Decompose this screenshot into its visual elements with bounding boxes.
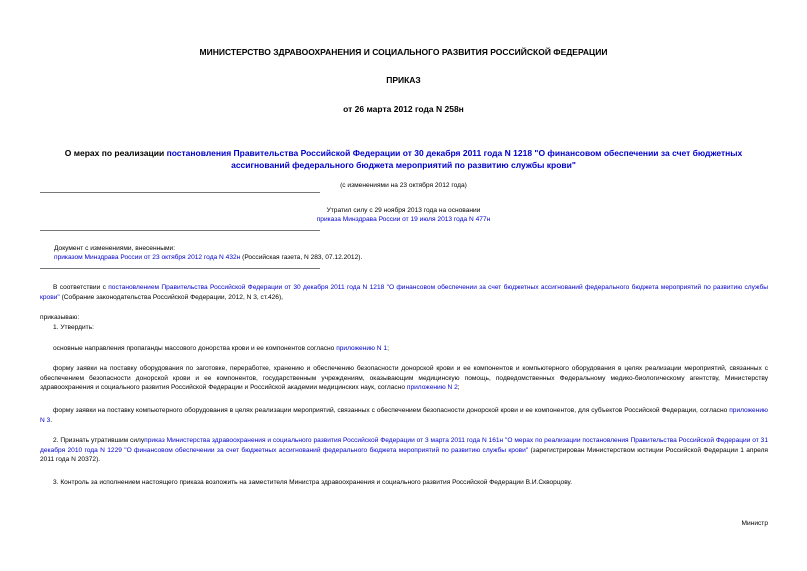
item-2 <box>40 436 768 465</box>
sub1-end: ; <box>387 345 389 352</box>
changes-link[interactable]: приказом Минздрава России от 23 октября 2012 года N 432н <box>54 254 241 261</box>
paragraph-basis <box>40 283 768 302</box>
appendix-2-link[interactable]: приложению N 2 <box>406 384 458 392</box>
sub2-end: ; <box>457 384 460 392</box>
signature: Министр <box>741 520 768 527</box>
changes-suffix: (Российская газета, N 283, 07.12.2012). <box>240 254 363 261</box>
appendix-1-link[interactable]: приложению N 1 <box>336 345 388 352</box>
basis-prefix: В соответствии с <box>53 284 109 291</box>
sub3-text: форму заявки на поставку компьютерного оборудования в целях реализации мероприятий, связанных с обеспечением безопасности донорской крови и ее компонентов, для субъектов Российской Федерации, согласно <box>53 407 730 414</box>
item2-text: 2. Признать утратившим силу <box>53 437 145 444</box>
expired-link[interactable]: приказа Минздрава России от 19 июля 2013 года N 477н <box>316 216 491 223</box>
repealed-order-link[interactable]: приказ Министерства здравоохранения и социального развития Российской Федерации от 3 марта 2011 года N 161н "О мерах по реализации постановления Правительства Российской Федерации от 31 декабря 2010 года N 1229 "О финансовом обеспечении за счет бюджетных ассигнований федерального бюджета мероприятий по развитию службы крови" <box>40 437 768 454</box>
sub-item-2 <box>40 364 768 393</box>
sub3-end: . <box>50 416 53 424</box>
basis-suffix: (Собрание законодательства Российской Федерации, 2012, N 3, ст.426), <box>59 293 283 301</box>
sub1-text: основные направления пропаганды массового донорства крови и ее компонентов согласно <box>53 345 337 352</box>
sub2-text: форму заявки на поставку оборудования по заготовке, переработке, хранению и обеспечению безопасности донорской крови и ее компонентов и компьютерного оборудования в целях реализации мероприятий, связанных с обеспечением безопасности донорской крови и ее компонентов, государственным учреждениям, оказывающим медицинскую помощь, подведомственных Федеральному медико-биологическому агентству, Министерству здравоохранения и социального развития Российской Федерации и Российской академии медицинских наук, согласно <box>40 365 768 392</box>
title-link[interactable]: постановления Правительства Российской Федерации от 30 декабря 2011 года N 1218 "О финансовом обеспечении за счет бюджетных ассигнований федерального бюджета мероприятий по развитию службы крови" <box>166 148 743 170</box>
order-word: приказываю: <box>40 314 80 321</box>
changes-label: Документ с изменениями, внесенными: <box>54 245 176 252</box>
item-3: 3. Контроль за исполнением настоящего приказа возложить на заместителя Министра здравоохранения и социального развития Российской Федерации В.И.Скворцову. <box>53 479 573 486</box>
appendix-3-link[interactable]: приложению N 3 <box>40 407 768 424</box>
title-prefix: О мерах по реализации <box>64 148 167 158</box>
item2-end: (зарегистрирован Министерством юстиции Российской Федерации 1 апреля 2011 года N 20372). <box>40 446 768 464</box>
amendment-note: (с изменениями на 23 октября 2012 года) <box>340 182 467 189</box>
doc-type-heading: ПРИКАЗ <box>386 75 421 85</box>
divider-2 <box>40 230 320 231</box>
ministry-heading: МИНИСТЕРСТВО ЗДРАВООХРАНЕНИЯ И СОЦИАЛЬНОГО РАЗВИТИЯ РОССИЙСКОЙ ФЕДЕРАЦИИ <box>199 47 608 57</box>
divider-1 <box>40 192 320 193</box>
item-1: 1. Утвердить: <box>53 324 94 331</box>
sub-item-1 <box>40 344 768 354</box>
expired-line: Утратил силу с 29 ноября 2013 года на основании <box>326 207 481 214</box>
changes-block <box>54 244 754 262</box>
date-number-heading: от 26 марта 2012 года N 258н <box>343 104 464 114</box>
sub-item-3 <box>40 406 768 425</box>
expired-note <box>0 206 807 224</box>
divider-3 <box>40 268 320 269</box>
basis-link[interactable]: постановлением Правительства Российской Федерации от 30 декабря 2011 года N 1218 "О финансовом обеспечении за счет бюджетных ассигнований федерального бюджета мероприятий по развитию службы крови" <box>40 284 769 301</box>
document-title <box>40 147 767 171</box>
